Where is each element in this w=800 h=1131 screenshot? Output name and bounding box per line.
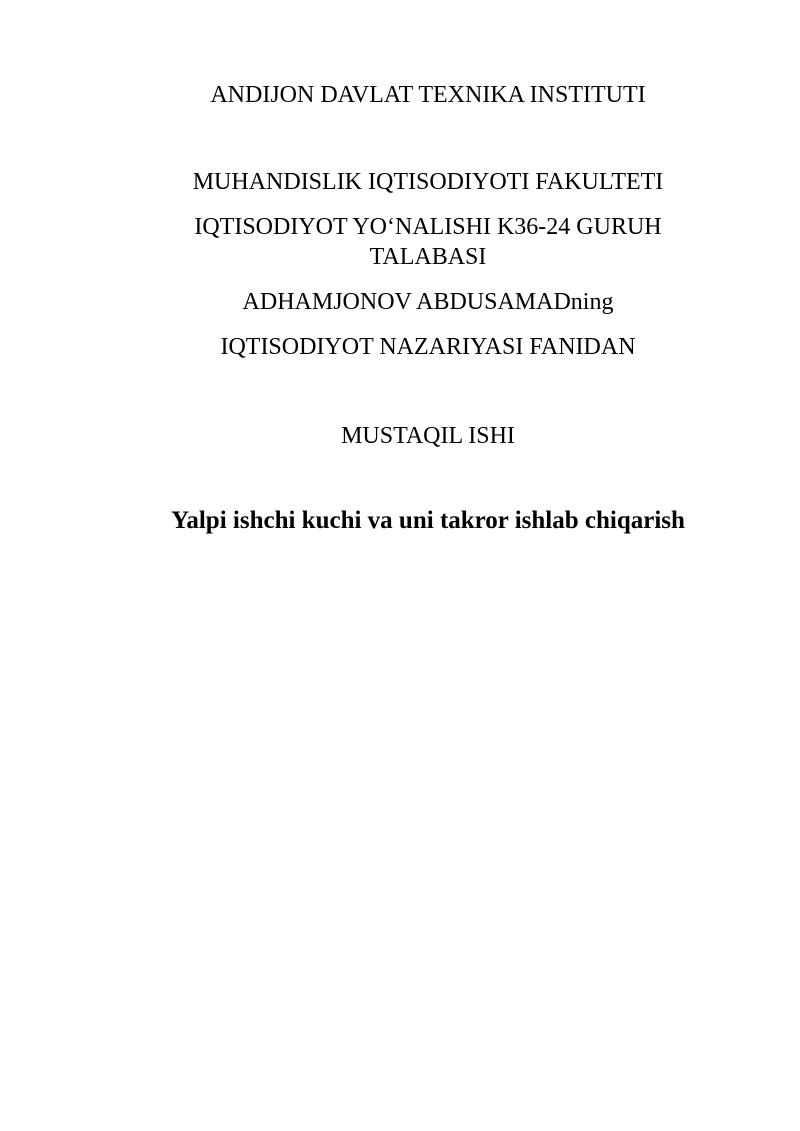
faculty-name: MUHANDISLIK IQTISODIYOTI FAKULTETI <box>192 169 664 195</box>
institute-name: ANDIJON DAVLAT TEXNIKA INSTITUTI <box>210 82 646 108</box>
subject-name: IQTISODIYOT NAZARIYASI FANIDAN <box>220 334 636 360</box>
student-name: ADHAMJONOV ABDUSAMADning <box>242 289 614 315</box>
study-direction-group: IQTISODIYOT YO‘NALISHI K36-24 GURUH TALABASI <box>194 214 662 270</box>
work-type-title: MUSTAQIL ISHI <box>341 423 515 449</box>
topic-title: Yalpi ishchi kuchi va uni takror ishlab chiqarish <box>171 507 685 534</box>
